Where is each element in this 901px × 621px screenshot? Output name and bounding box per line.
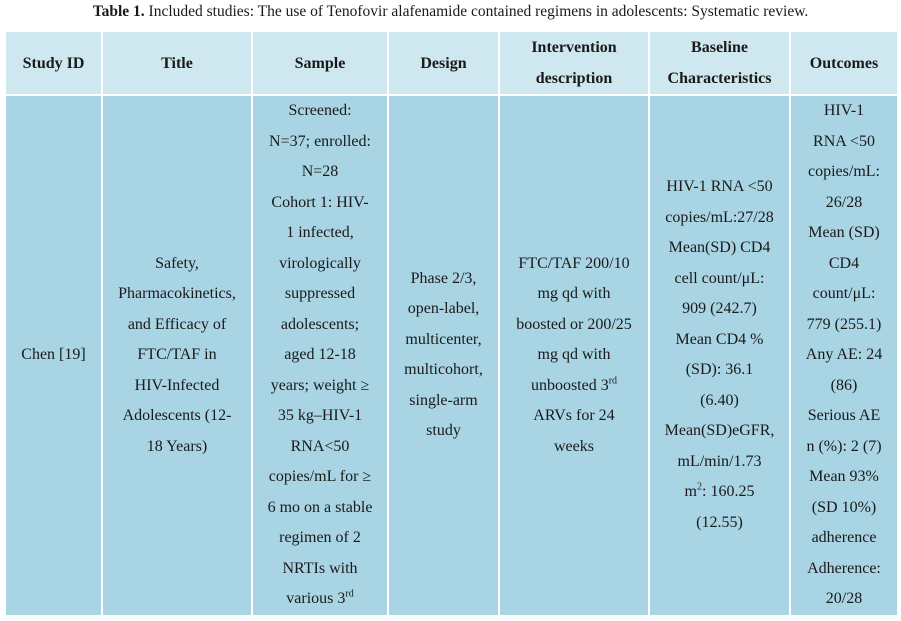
intervention-line: unboosted 3rd [530, 375, 618, 394]
baseline-line: 909 (242.7) [682, 300, 757, 318]
intervention-superscript: rd [608, 375, 618, 387]
outcomes-line: 20/28 [825, 590, 863, 607]
cell-sample [252, 95, 388, 616]
outcomes-line: HIV-1 [823, 102, 865, 119]
caption-text: Included studies: The use of Tenofovir alafenamide contained regimens in adolescents: Systematic review. [144, 3, 809, 20]
outcomes-line: (SD 10%) [811, 498, 877, 516]
sample-line: years; weight ≥ [270, 376, 370, 394]
sample-superscript: rd [345, 588, 354, 600]
cell-study-id: Chen [19] [5, 95, 102, 616]
sample-line: Screened: [288, 102, 352, 119]
intervention-line: boosted or 200/25 [516, 315, 632, 333]
outcomes-line: RNA <50 [813, 132, 875, 150]
outcomes-line: Any AE: 24 [805, 346, 883, 363]
header-baseline-line2: Characteristics [667, 70, 772, 87]
baseline-line: (6.40) [700, 391, 739, 409]
sample-line: virologically [279, 254, 361, 272]
header-baseline [649, 31, 790, 95]
header-design: Design [388, 31, 499, 95]
title-line: HIV-Infected [134, 376, 220, 394]
intervention-line: mg qd with [537, 285, 611, 302]
sample-line: RNA<50 [290, 437, 350, 455]
header-intervention [499, 31, 649, 95]
intervention-line: ARVs for 24 [533, 407, 615, 424]
cell-outcomes [790, 95, 898, 616]
design-line: multicohort, [404, 361, 483, 379]
design-line: study [426, 422, 461, 440]
outcomes-line: 26/28 [825, 193, 863, 211]
outcomes-line: copies/mL: [808, 163, 880, 180]
baseline-line: Mean(SD) CD4 [668, 239, 771, 257]
baseline-line: mL/min/1.73 [677, 452, 762, 470]
sample-line: aged 12-18 [284, 346, 356, 363]
outcomes-line: (86) [830, 376, 858, 394]
baseline-line: HIV-1 RNA <50 [666, 178, 773, 196]
sample-line: 1 infected, [286, 224, 354, 241]
title-line: 18 Years) [146, 437, 208, 455]
cell-baseline [649, 95, 790, 616]
sample-line: 35 kg–HIV-1 [277, 407, 363, 424]
outcomes-line: Serious AE [807, 407, 881, 424]
outcomes-line: 779 (255.1) [806, 315, 882, 333]
baseline-line: cell count/μL: [674, 269, 765, 287]
cell-intervention [499, 95, 649, 616]
title-line: FTC/TAF in [137, 346, 217, 363]
header-sample: Sample [252, 31, 388, 95]
intervention-line: weeks [554, 437, 594, 455]
cell-title [102, 95, 252, 616]
design-line: single-arm [409, 391, 478, 409]
sample-line: 6 mo on a stable [267, 498, 373, 516]
sample-line: N=28 [301, 163, 339, 180]
outcomes-line: Mean (SD) [808, 224, 880, 241]
outcomes-line: count/μL: [812, 285, 876, 302]
baseline-line: copies/mL:27/28 [665, 208, 774, 226]
design-line: Phase 2/3, [410, 269, 477, 287]
studies-table [4, 30, 899, 617]
header-intervention-line2: description [535, 70, 613, 87]
baseline-line: Mean CD4 % [675, 330, 764, 348]
sample-line: regimen of 2 [279, 529, 361, 546]
title-line: Adolescents (12- [122, 407, 232, 424]
outcomes-line: adherence [811, 529, 877, 546]
intervention-line: FTC/TAF 200/10 [518, 254, 630, 272]
header-title: Title [102, 31, 252, 95]
sample-line: copies/mL for ≥ [268, 468, 372, 485]
baseline-line: $m^2$: 160.25 [684, 481, 755, 501]
sample-line: Cohort 1: HIV- [271, 193, 369, 211]
table-caption [0, 2, 901, 22]
outcomes-line: Mean 93% [809, 468, 879, 485]
cell-design [388, 95, 499, 616]
sample-line: adolescents; [280, 315, 360, 333]
baseline-superscript: 2 [697, 481, 702, 493]
sample-line: N=37; enrolled: [269, 132, 371, 150]
header-intervention-line1: Intervention [531, 39, 617, 56]
sample-line: suppressed [284, 285, 356, 302]
baseline-line: (SD): 36.1 [685, 361, 754, 379]
baseline-line: Mean(SD)eGFR, [664, 422, 775, 440]
title-line: Pharmacokinetics, [118, 285, 236, 302]
sample-line: various 3rd [286, 588, 354, 607]
outcomes-line: n (%): 2 (7) [806, 437, 882, 455]
title-line: and Efficacy of [127, 315, 227, 333]
table-row [5, 95, 898, 616]
header-baseline-line1: Baseline [691, 39, 748, 56]
outcomes-line: Adherence: [807, 559, 881, 577]
baseline-line: (12.55) [696, 513, 743, 531]
header-study-id: Study ID [5, 31, 102, 95]
sample-line: NRTIs with [282, 559, 358, 577]
header-outcomes: Outcomes [790, 31, 898, 95]
intervention-line: mg qd with [537, 346, 611, 363]
design-line: multicenter, [405, 330, 482, 348]
header-row [5, 31, 898, 95]
outcomes-line: CD4 [828, 254, 860, 272]
caption-label: Table 1. [92, 3, 145, 20]
design-line: open-label, [407, 300, 480, 318]
title-line: Safety, [155, 254, 199, 272]
